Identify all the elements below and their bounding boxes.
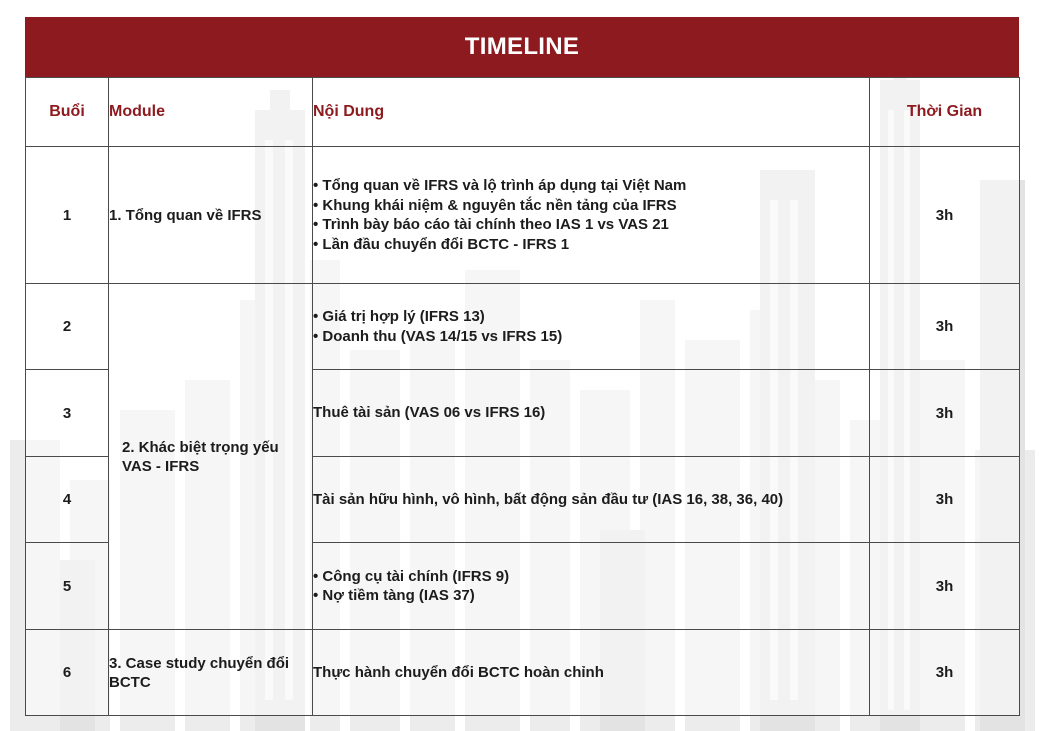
session-number: 5: [26, 543, 109, 630]
header-thoi-gian: Thời Gian: [870, 78, 1020, 147]
content-item: • Trình bày báo cáo tài chính theo IAS 1 vs VAS 21: [313, 215, 869, 235]
timeline-title: TIMELINE: [25, 17, 1019, 77]
content-list: [313, 307, 869, 346]
session-number: 3: [26, 370, 109, 457]
session-content: Tài sản hữu hình, vô hình, bất động sản đầu tư (IAS 16, 38, 36, 40): [313, 457, 870, 543]
timeline-card: [25, 17, 1019, 712]
session-content: [313, 147, 870, 284]
content-item: • Giá trị hợp lý (IFRS 13): [313, 307, 869, 327]
session-duration: 3h: [870, 147, 1020, 284]
table-header-row: [26, 78, 1020, 147]
session-number: 6: [26, 630, 109, 716]
content-item: • Tổng quan về IFRS và lộ trình áp dụng tại Việt Nam: [313, 176, 869, 196]
content-item: • Khung khái niệm & nguyên tắc nền tảng của IFRS: [313, 196, 869, 216]
table-row: [26, 284, 1020, 370]
module-name: 3. Case study chuyển đổi BCTC: [109, 630, 313, 716]
session-number: 2: [26, 284, 109, 370]
session-number: 4: [26, 457, 109, 543]
session-duration: 3h: [870, 284, 1020, 370]
content-item: • Doanh thu (VAS 14/15 vs IFRS 15): [313, 327, 869, 347]
table-row: [26, 147, 1020, 284]
header-module: Module: [109, 78, 313, 147]
session-content: [313, 284, 870, 370]
header-noi-dung: Nội Dung: [313, 78, 870, 147]
content-item: • Nợ tiềm tàng (IAS 37): [313, 586, 869, 606]
session-content: Thực hành chuyển đổi BCTC hoàn chỉnh: [313, 630, 870, 716]
session-content: Thuê tài sản (VAS 06 vs IFRS 16): [313, 370, 870, 457]
module-name: 1. Tổng quan về IFRS: [109, 147, 313, 284]
session-duration: 3h: [870, 630, 1020, 716]
timeline-table: [25, 77, 1020, 716]
session-content: [313, 543, 870, 630]
module-name: 2. Khác biệt trọng yếu VAS - IFRS: [109, 284, 313, 630]
content-item: • Công cụ tài chính (IFRS 9): [313, 567, 869, 587]
session-duration: 3h: [870, 543, 1020, 630]
content-list: [313, 567, 869, 606]
header-buoi: Buổi: [26, 78, 109, 147]
session-duration: 3h: [870, 370, 1020, 457]
session-duration: 3h: [870, 457, 1020, 543]
session-number: 1: [26, 147, 109, 284]
table-row: [26, 630, 1020, 716]
content-item: • Lần đầu chuyển đổi BCTC - IFRS 1: [313, 235, 869, 255]
content-list: [313, 176, 869, 254]
